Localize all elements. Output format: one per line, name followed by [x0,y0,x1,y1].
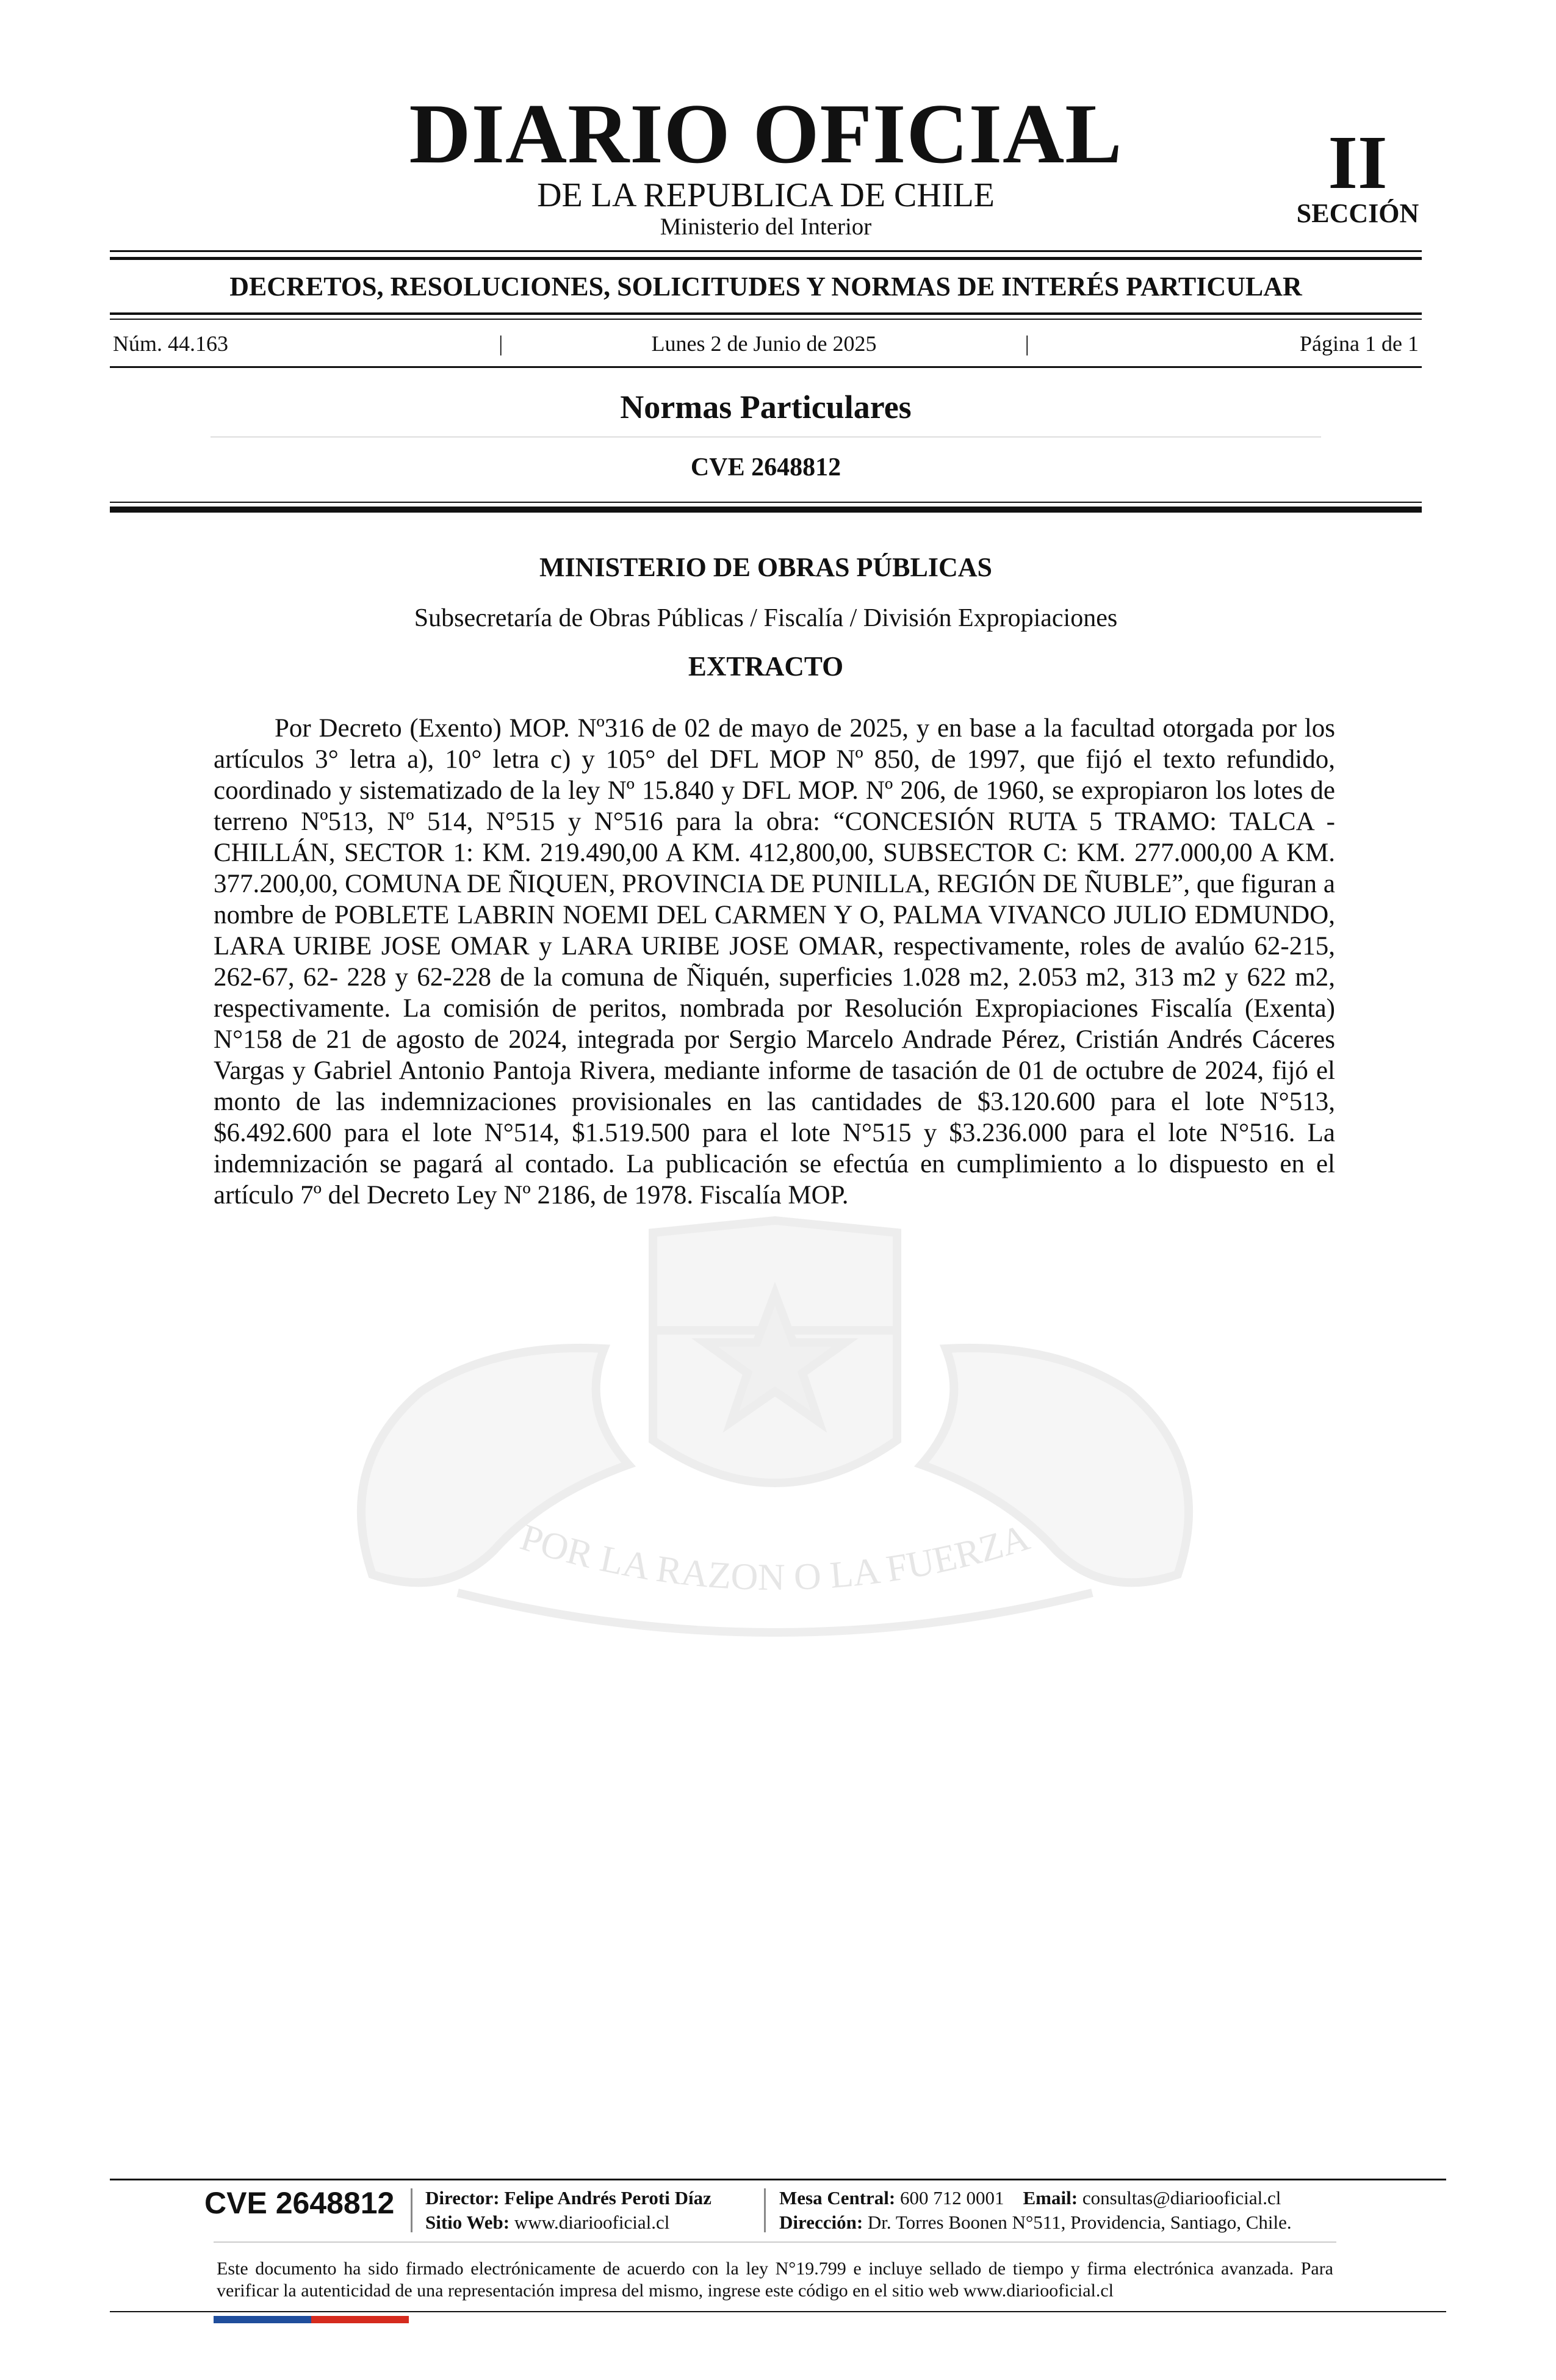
website-link[interactable]: www.diariooficial.cl [514,2212,670,2233]
section-number: II [1328,121,1388,205]
masthead-title: DIARIO OFICIAL [409,87,1123,181]
category-heading: DECRETOS, RESOLUCIONES, SOLICITUDES Y NORMAS DE INTERÉS PARTICULAR [229,272,1302,301]
flag-stripe-red [311,2316,409,2323]
footer-rule [110,2179,1446,2180]
document-heading: EXTRACTO [688,651,844,682]
masthead-rule [110,257,1422,260]
cve-rule [110,507,1422,513]
masthead-subtitle: DE LA REPUBLICA DE CHILE [537,176,995,214]
footer-note: Este documento ha sido firmado electrónicamente de acuerdo con la ley N°19.799 e incluye sellado de tiempo y firma electrónica avanzada. Para verificar la autenticidad de una representación impresa del mismo, ingrese este código en el sitio web www.diariooficial.cl [217,2259,1333,2301]
issue-number: Núm. 44.163 [113,331,228,356]
watermark-motto: POR LA RAZON O LA FUERZA [516,1516,1034,1599]
info-separator: | [499,331,503,356]
footer-cve: CVE 2648812 [204,2186,395,2220]
email-link[interactable]: consultas@diariooficial.cl [1082,2187,1281,2209]
footer-contact-block [779,2186,1389,2235]
cve-rule-thin [110,502,1422,503]
footer-divider [764,2188,766,2232]
footer-director: Director: Felipe Andrés Peroti Díaz [425,2187,711,2209]
section-title-underline [211,436,1321,438]
section-label: SECCIÓN [1296,198,1419,228]
footer-divider [411,2188,412,2232]
footer-website: Sitio Web: www.diariooficial.cl [425,2212,670,2233]
footer-address: Dirección: Dr. Torres Boonen N°511, Providencia, Santiago, Chile. [779,2212,1292,2233]
footer-mesa: Mesa Central: 600 712 0001 Email: consultas@diariooficial.cl [779,2187,1281,2209]
info-rule [110,366,1422,368]
coat-of-arms-watermark [262,1208,1288,1672]
category-rule-thin [110,319,1422,320]
info-bar [113,333,1419,355]
section-title: Normas Particulares [620,389,912,425]
flag-stripe-blue [214,2316,311,2323]
footer-bottom-rule [110,2311,1446,2312]
issuing-ministry: MINISTERIO DE OBRAS PÚBLICAS [539,552,993,582]
info-separator: | [1025,331,1029,356]
document-body: Por Decreto (Exento) MOP. Nº316 de 02 de mayo de 2025, y en base a la facultad otorgada por los artículos 3° letra a), 10° letra c) y 105° del DFL MOP Nº 850, de 1997, que fijó el texto refundido, coordinado y sistematizado de la ley Nº 15.840 y DFL MOP. Nº 206, de 1960, se expropiaron los lotes de terreno Nº513, Nº 514, N°515 y N°516 para la obra: “CONCESIÓN RUTA 5 TRAMO: TALCA - CHILLÁN, SECTOR 1: KM. 219.490,00 A KM. 412,800,00, SUBSECTOR C: KM. 277.000,00 A KM. 377.200,00, COMUNA DE ÑIQUEN, PROVINCIA DE PUNILLA, REGIÓN DE ÑUBLE”, que figuran a nombre de POBLETE LABRIN NOEMI DEL CARMEN Y O, PALMA VIVANCO JULIO EDMUNDO, LARA URIBE JOSE OMAR y LARA URIBE JOSE OMAR, respectivamente, roles de avalúo 62-215, 262-67, 62- 228 y 62-228 de la comuna de Ñiquén, superficies 1.028 m2, 2.053 m2, 313 m2 y 622 m2, respectivamente. La comisión de peritos, nombrada por Resolución Expropiaciones Fiscalía (Exenta) N°158 de 21 de agosto de 2024, integrada por Sergio Marcelo Andrade Pérez, Cristián Andrés Cáceres Vargas y Gabriel Antonio Pantoja Rivera, mediante informe de tasación de 01 de octubre de 2024, fijó el monto de las indemnizaciones provisionales en las cantidades de $3.120.600 para el lote N°513, $6.492.600 para el lote N°514, $1.519.500 para el lote N°515 y $3.236.000 para el lote N°516. La indemnización se pagará al contado. La publicación se efectúa en cumplimiento a lo dispuesto en el artículo 7º del Decreto Ley Nº 2186, de 1978. Fiscalía MOP. [214,714,1335,1210]
footer-separator-line [214,2241,1336,2243]
footer-director-block [425,2186,767,2235]
cve-code: CVE 2648812 [690,453,841,481]
category-rule [110,312,1422,315]
issue-date: Lunes 2 de Junio de 2025 [651,331,877,356]
page-number: Página 1 de 1 [1300,331,1419,356]
masthead-rule-thin [110,250,1422,252]
subsecretaria: Subsecretaría de Obras Públicas / Fiscalía / División Expropiaciones [414,604,1118,632]
masthead-ministry: Ministerio del Interior [660,214,872,240]
